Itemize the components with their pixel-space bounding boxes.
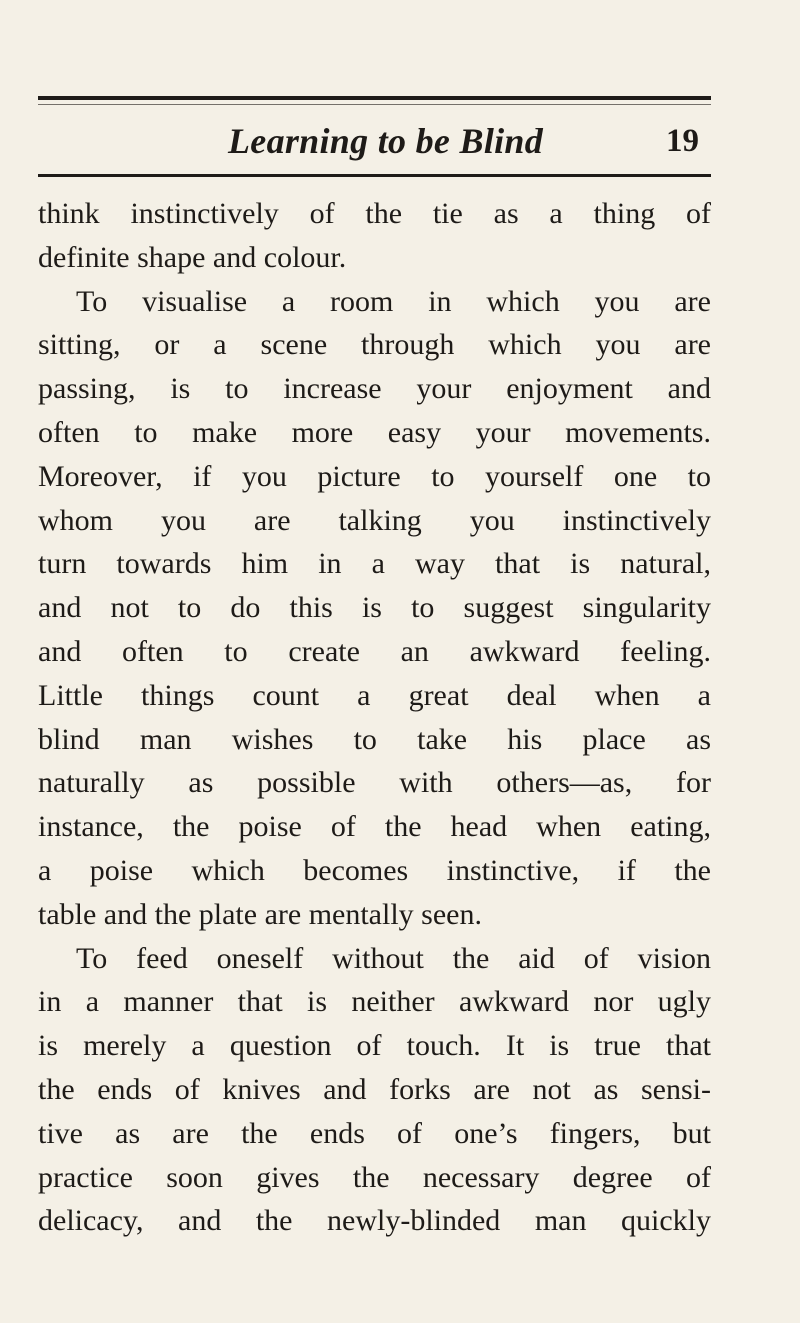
- text-line: passing, is to increase your enjoyment and: [38, 372, 711, 406]
- text-line: blind man wishes to take his place as: [38, 722, 711, 756]
- text-line: instance, the poise of the head when eating,: [38, 810, 711, 844]
- text-line: and often to create an awkward feeling.: [38, 634, 711, 668]
- text-line: delicacy, and the newly-blinded man quickly: [38, 1204, 711, 1238]
- text-line: is merely a question of touch. It is true that: [38, 1029, 711, 1063]
- text-line: Moreover, if you picture to yourself one to: [38, 459, 711, 493]
- text-line: whom you are talking you instinctively: [38, 503, 711, 537]
- text-line: and not to do this is to suggest singularity: [38, 591, 711, 625]
- body-text: [38, 192, 711, 1243]
- text-line: To visualise a room in which you are: [76, 284, 711, 318]
- header-rule-top-thin: [38, 104, 711, 105]
- text-line: sitting, or a scene through which you are: [38, 328, 711, 362]
- text-line: definite shape and colour.: [38, 240, 347, 274]
- text-line: practice soon gives the necessary degree of: [38, 1160, 711, 1194]
- header-rule-top: [38, 96, 711, 100]
- text-line: naturally as possible with others—as, for: [38, 766, 711, 800]
- text-line: To feed oneself without the aid of vision: [76, 941, 711, 975]
- text-line: often to make more easy your movements.: [38, 415, 711, 449]
- text-line: Little things count a great deal when a: [38, 678, 711, 712]
- text-line: think instinctively of the tie as a thing of: [38, 197, 711, 230]
- text-line: tive as are the ends of one’s fingers, but: [38, 1116, 711, 1150]
- running-title: Learning to be Blind: [228, 121, 544, 161]
- text-line: turn towards him in a way that is natural,: [38, 547, 711, 581]
- header-rule-bottom: [38, 174, 711, 177]
- text-line: table and the plate are mentally seen.: [38, 897, 482, 931]
- text-line: a poise which becomes instinctive, if the: [38, 853, 711, 887]
- running-head: [38, 117, 711, 165]
- page-number: 19: [666, 123, 699, 159]
- text-line: in a manner that is neither awkward nor ugly: [38, 985, 711, 1019]
- text-line: the ends of knives and forks are not as sensi-: [38, 1072, 711, 1106]
